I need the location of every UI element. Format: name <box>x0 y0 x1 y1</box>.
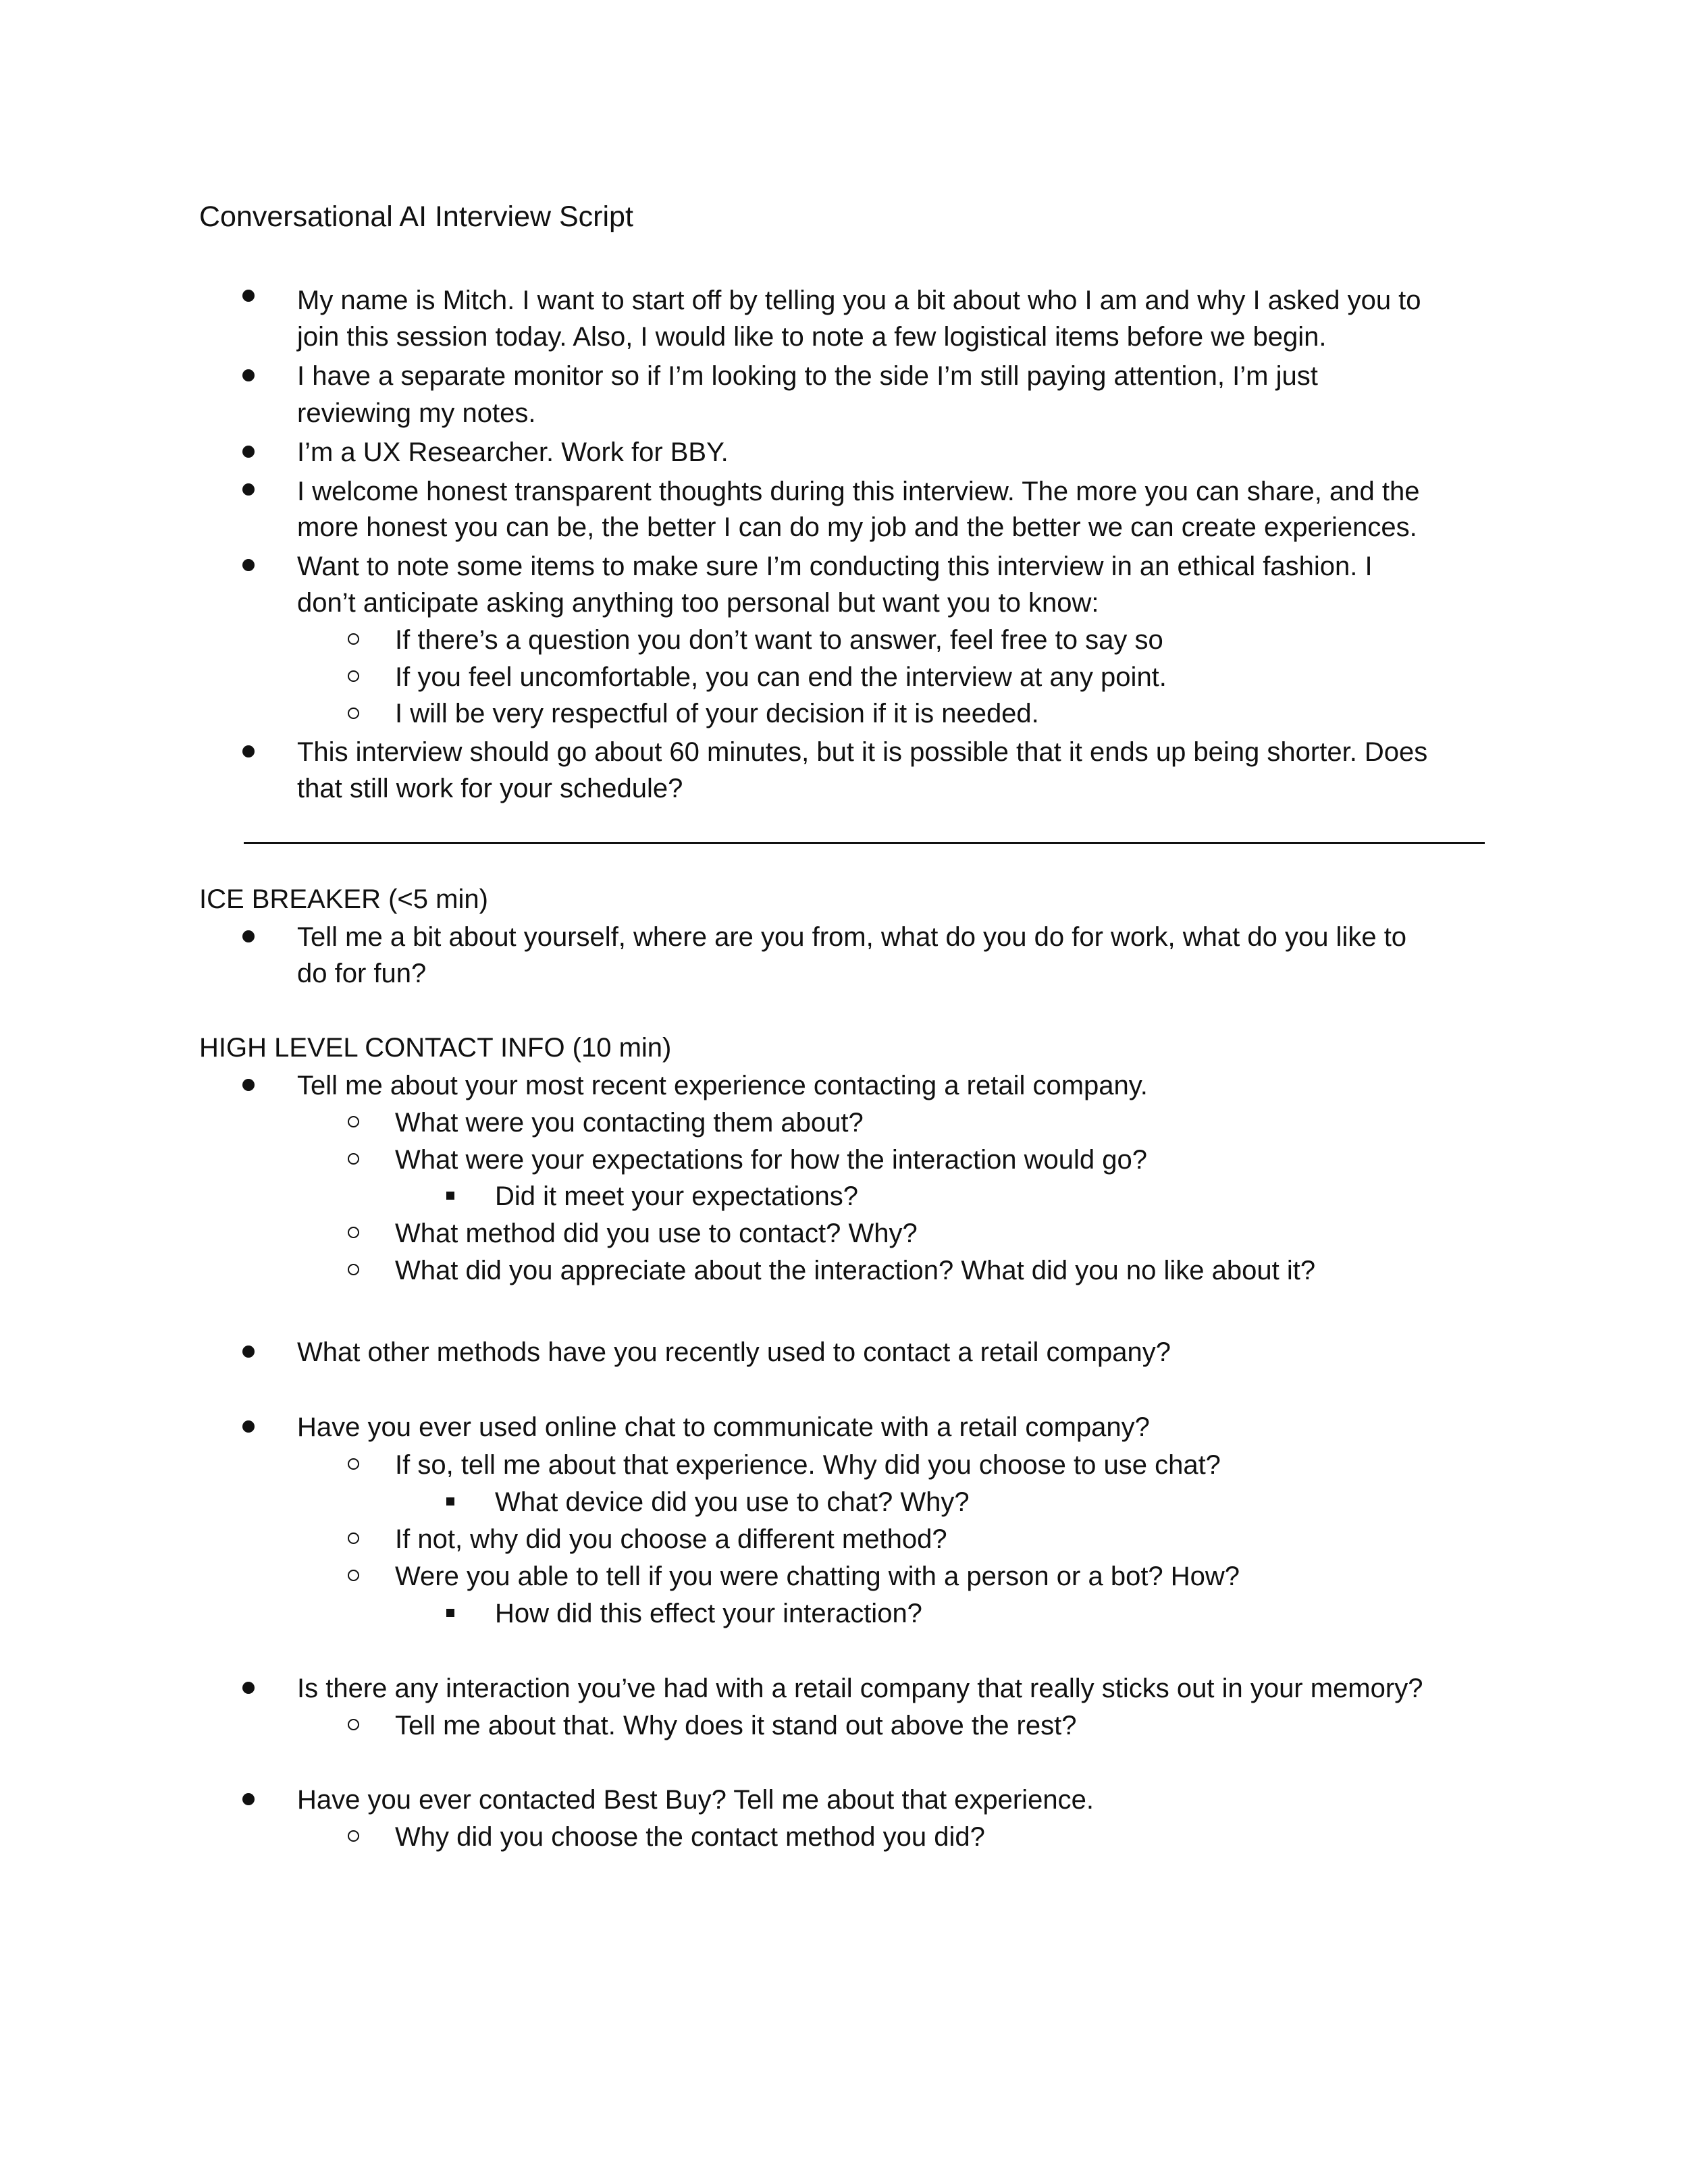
list-item-text: join this session today. Also, I would like to note a few logistical items before we begin. <box>297 322 1327 352</box>
bullet-disc <box>242 290 255 302</box>
bullet-disc <box>242 930 255 942</box>
sub-item-text: What method did you use to contact? Why? <box>395 1219 918 1248</box>
bullet-circle <box>348 670 359 682</box>
list-item-text: This interview should go about 60 minutes, but it is possible that it ends up being shorter. Does <box>297 737 1428 767</box>
section-divider <box>244 842 1485 844</box>
sub-item-text: If you feel uncomfortable, you can end the interview at any point. <box>395 662 1167 692</box>
section-heading-contact-info: HIGH LEVEL CONTACT INFO (10 min) <box>199 1033 672 1063</box>
list-item-text: Tell me a bit about yourself, where are you from, what do you do for work, what do you like to <box>297 922 1407 952</box>
list-item-text: Tell me about your most recent experience contacting a retail company. <box>297 1071 1148 1100</box>
bullet-circle <box>348 1719 359 1730</box>
bullet-circle <box>348 633 359 645</box>
bullet-circle <box>348 1458 359 1470</box>
bullet-square <box>446 1609 454 1617</box>
bullet-circle <box>348 1116 359 1127</box>
list-item-text: reviewing my notes. <box>297 398 536 428</box>
list-item-text: do for fun? <box>297 959 427 988</box>
list-item-text: that still work for your schedule? <box>297 774 683 803</box>
bullet-disc <box>242 559 255 571</box>
bullet-disc <box>242 1793 255 1805</box>
sub-item-text: If there’s a question you don’t want to answer, feel free to say so <box>395 625 1163 655</box>
list-item-text: Want to note some items to make sure I’m conducting this interview in an ethical fashion. I <box>297 552 1373 581</box>
sub-item-text: What did you appreciate about the interaction? What did you no like about it? <box>395 1256 1316 1285</box>
bullet-square <box>446 1497 454 1506</box>
sub-sub-item-text: What device did you use to chat? Why? <box>495 1487 970 1517</box>
list-item-text: I welcome honest transparent thoughts during this interview. The more you can share, and the <box>297 477 1420 506</box>
bullet-circle <box>348 1533 359 1544</box>
sub-sub-item-text: Did it meet your expectations? <box>495 1181 859 1211</box>
bullet-circle <box>348 1570 359 1581</box>
bullet-circle <box>348 1264 359 1275</box>
bullet-square <box>446 1192 454 1200</box>
sub-item-text: If so, tell me about that experience. Why did you choose to use chat? <box>395 1450 1221 1480</box>
bullet-disc <box>242 446 255 458</box>
list-item-text: My name is Mitch. I want to start off by telling you a bit about who I am and why I asked you to <box>297 286 1421 315</box>
page-title: Conversational AI Interview Script <box>199 201 633 233</box>
bullet-disc <box>242 1079 255 1091</box>
sub-item-text: What were your expectations for how the interaction would go? <box>395 1145 1147 1175</box>
bullet-disc <box>242 1682 255 1694</box>
sub-item-text: Why did you choose the contact method you did? <box>395 1822 985 1852</box>
list-item-text: I’m a UX Researcher. Work for BBY. <box>297 437 729 467</box>
bullet-disc <box>242 369 255 381</box>
sub-item-text: I will be very respectful of your decision if it is needed. <box>395 699 1039 728</box>
bullet-circle <box>348 1227 359 1238</box>
bullet-disc <box>242 1346 255 1358</box>
bullet-circle <box>348 708 359 719</box>
sub-item-text: Were you able to tell if you were chatting with a person or a bot? How? <box>395 1562 1240 1591</box>
sub-sub-item-text: How did this effect your interaction? <box>495 1599 922 1628</box>
bullet-disc <box>242 483 255 496</box>
list-item-text: I have a separate monitor so if I’m looking to the side I’m still paying attention, I’m just <box>297 361 1318 391</box>
bullet-disc <box>242 745 255 757</box>
sub-item-text: If not, why did you choose a different method? <box>395 1524 947 1554</box>
list-item-text: more honest you can be, the better I can do my job and the better we can create experiences. <box>297 512 1417 542</box>
list-item-text: don’t anticipate asking anything too personal but want you to know: <box>297 588 1099 618</box>
section-heading-ice-breaker: ICE BREAKER (<5 min) <box>199 884 488 914</box>
bullet-disc <box>242 1420 255 1433</box>
sub-item-text: What were you contacting them about? <box>395 1108 864 1138</box>
bullet-circle <box>348 1830 359 1842</box>
bullet-circle <box>348 1153 359 1165</box>
list-item-text: Is there any interaction you’ve had with a retail company that really sticks out in your memory? <box>297 1674 1423 1703</box>
list-item-text: What other methods have you recently used to contact a retail company? <box>297 1337 1171 1367</box>
sub-item-text: Tell me about that. Why does it stand out above the rest? <box>395 1711 1077 1740</box>
list-item-text: Have you ever contacted Best Buy? Tell me about that experience. <box>297 1785 1094 1815</box>
list-item-text: Have you ever used online chat to communicate with a retail company? <box>297 1412 1150 1442</box>
